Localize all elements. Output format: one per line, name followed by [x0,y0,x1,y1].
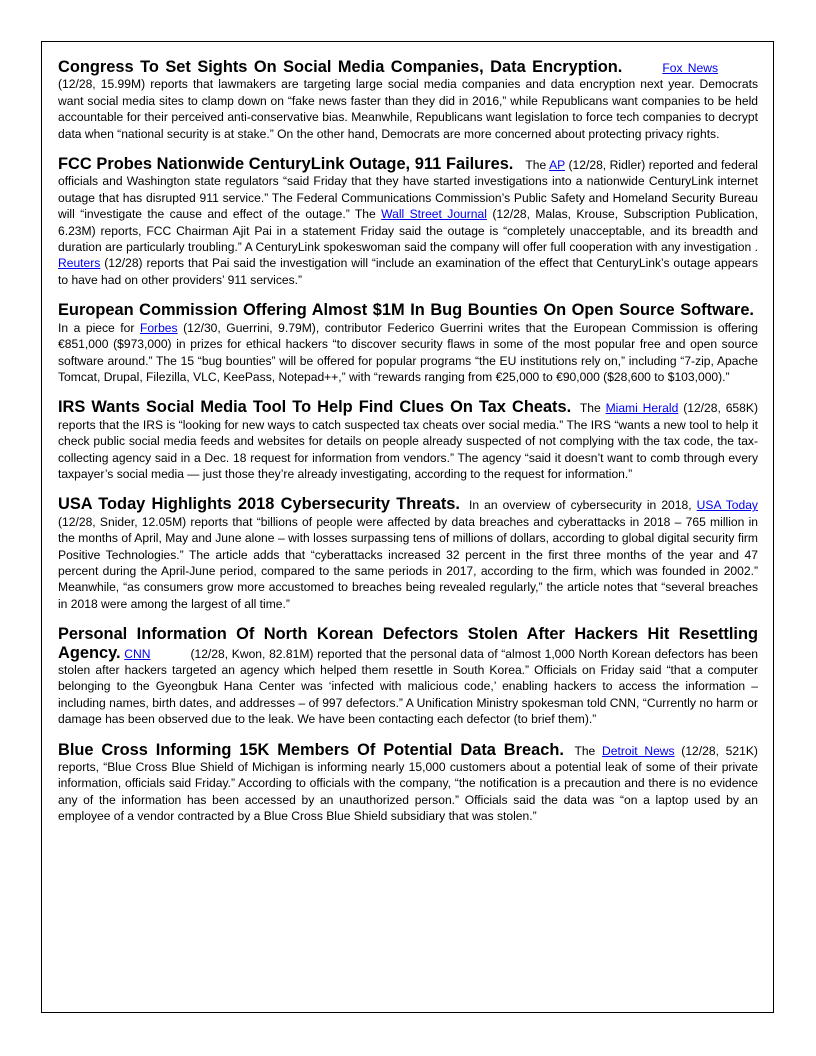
article-headline: FCC Probes Nationwide CenturyLink Outage, 911 Failures. [58,155,514,174]
article-blue-cross-breach [58,741,758,825]
source-link-miami-herald[interactable]: Miami Herald [605,401,679,416]
source-link-usa-today[interactable]: USA Today [696,498,758,513]
article-body-continued: (12/28, Malas, Krouse, Subscription Publication, 6.23M) reports, FCC Chairman Ajit Pai in a statement Friday said the outage is “completely unacceptable, and its breadth and duration are particularly troubling.” A CenturyLink spokeswoman said the company will offer full cooperation with any investigation . [58,207,758,255]
article-body: (12/28, Snider, 12.05M) reports that “billions of people were affected by data breaches and cyberattacks in 2018 – 765 million in the months of April, May and June alone – with losses surpassing tens of millions of dollars, according to global digital security firm Positive Technologies.” The article adds that “cyberattacks increased 32 percent in the first three months of the year and 47 percent during the April-June period, compared to the same periods in 2017, according to the firm, which was founded in 2002.” Meanwhile, “as consumers grow more accustomed to breaches being revealed regularly,” the article notes that “several breaches in 2018 were among the largest of all time.” [58,514,758,611]
article-body: (12/28, Ridler) reported and federal officials and Washington state regulators “said Friday that they have started investigations into a nationwide CenturyLink internet outage that has disrupted 911 service.” The Federal Communications Commission’s Public Safety and Homeland Security Bureau will “investigate the cause and effect of the outage.” The [58,158,758,222]
source-link-forbes[interactable]: Forbes [139,320,178,335]
article-congress-social-media [58,58,758,142]
article-body: (12/28, Kwon, 82.81M) reported that the personal data of “almost 1,000 North Korean defectors has been stolen after hackers targeted an agency which helped them resettle in South Korea.” Officials on Friday said “that a computer belonging to the Gyeongbuk Hana Center was ‘infected with malicious code,’ enabling hackers to access the information – including names, birth dates, and addresses – of 997 defectors.” A Unification Ministry spokesman told CNN, “Currently no harm or damage has been observed due to the leak. We have been contacting each defector (to brief them).” [58,646,758,727]
article-headline: Congress To Set Sights On Social Media Companies, Data Encryption. [58,58,623,76]
source-link-cnn[interactable]: CNN [124,646,151,661]
article-fcc-centurylink [58,155,758,288]
article-irs-social-media [58,398,758,482]
source-link-reuters[interactable]: Reuters [58,256,101,271]
source-link-ap[interactable]: AP [549,158,565,173]
article-headline: Blue Cross Informing 15K Members Of Potential Data Breach. [58,740,564,759]
article-body: (12/28, 658K) reports that the IRS is “looking for new ways to catch suspected tax cheats over social media.” The IRS “wants a new tool to help it check public social media feeds and websites for details on people already suspected of not complying with the tax code, the tax-collecting agency said in a Dec. 18 request for information from vendors.” The agency “said it doesn’t want to comb through every taxpayer’s social media — just those they’re already investigating, according to the request for information.” [58,401,758,481]
article-lead: In a piece for [58,320,135,335]
source-link-detroit-news[interactable]: Detroit News [602,743,675,758]
article-body: (12/30, Guerrini, 9.79M), contributor Federico Guerrini writes that the European Commission is offering €851,000 ($973,000) in prizes for ethical hackers “to discover security flaws in some of the most popular free and open source software around.” The 15 “bug bounties” will be offered for popular programs “the EU institutions rely on,” including “7-zip, Apache Tomcat, Drupal, Filezilla, VLC, KeePass, Notepad++,” with “rewards ranging from €25,000 to €90,000 ($28,600 to $103,000).” [58,320,758,384]
article-usa-today-threats [58,495,758,612]
article-body: (12/28, 521K) reports, “Blue Cross Blue Shield of Michigan is informing nearly 15,000 customers about a potential leak of some of their private information, officials said Friday.” According to officials with the company, “the notification is a precaution and there is no evidence any of the information has been accessed by an unauthorized person.” Officials said the data was “on a laptop used by an employee of a vendor contracted by a Blue Cross Blue Shield subsidiary that was stolen.” [58,743,758,824]
article-lead: The [574,743,596,758]
article-headline: Personal Information Of North Korean Defectors Stolen After Hackers Hit Resettling Agency. [58,625,758,662]
article-lead: The [525,158,547,173]
article-north-korean-defectors [58,625,758,727]
news-briefing [58,58,758,838]
article-lead: In an overview of cybersecurity in 2018, [469,498,692,513]
source-link-wall-street-journal[interactable]: Wall Street Journal [381,207,487,222]
article-eu-bug-bounties [58,301,758,385]
article-body-end: (12/28) reports that Pai said the investigation will “include an examination of the effect that CenturyLink’s outage appears to have had on other providers’ 911 services.” [58,256,758,287]
article-headline: IRS Wants Social Media Tool To Help Find Clues On Tax Cheats. [58,398,572,417]
article-headline: USA Today Highlights 2018 Cybersecurity Threats. [58,495,460,514]
article-headline: European Commission Offering Almost $1M In Bug Bounties On Open Source Software. [58,301,754,320]
article-body: (12/28, 15.99M) reports that lawmakers are targeting large social media companies and data encryption next year. Democrats want social media sites to clamp down on “fake news faster than they did in 2016,” while Republicans want companies to be held accountable for their perceived anti-conservative bias. Meanwhile, Republicans want legislation to force tech companies to decrypt data when “national security is at stake.” On the other hand, Democrats are more concerned about protecting privacy rights. [58,77,758,141]
article-lead: The [579,401,601,416]
source-link-fox-news[interactable]: Fox News [662,61,719,75]
